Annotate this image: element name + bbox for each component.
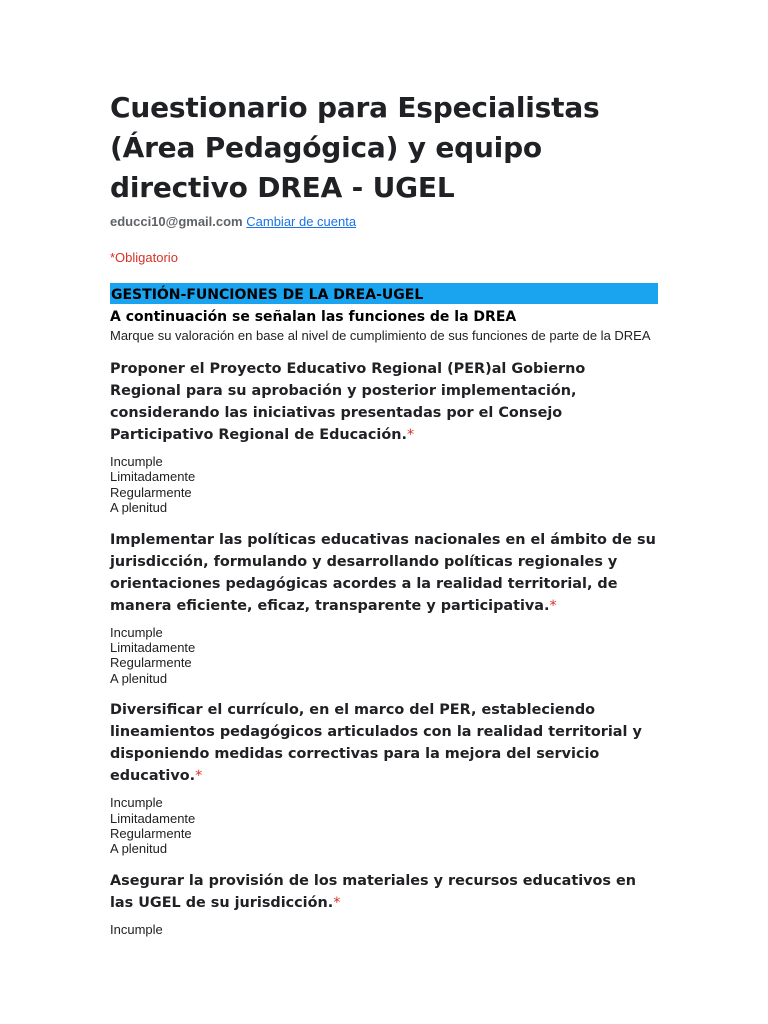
option-regularmente[interactable]: Regularmente (110, 655, 192, 671)
option-incumple[interactable]: Incumple (110, 624, 163, 640)
question-1 (110, 358, 658, 516)
option-regularmente[interactable]: Regularmente (110, 484, 192, 500)
question-text: Proponer el Proyecto Educativo Regional (PER)al Gobierno Regional para su aprobación y posterior implementación, considerando las iniciativas presentadas por el Consejo Participativo Regional de Educación.* (110, 361, 586, 443)
option-list (110, 795, 658, 857)
account-bar (110, 214, 658, 230)
required-star: * (549, 597, 557, 614)
form-title: Cuestionario para Especialistas (Área Pedagógica) y equipo directivo DREA - UGEL (110, 91, 600, 204)
question-4 (110, 870, 658, 937)
switch-account-link[interactable]: Cambiar de cuenta (246, 214, 357, 229)
option-a-plenitud[interactable]: A plenitud (110, 500, 168, 516)
section-description: Marque su valoración en base al nivel de cumplimiento de sus funciones de parte de la DREA (110, 328, 651, 343)
section-header: GESTIÓN-FUNCIONES DE LA DREA-UGEL (110, 283, 658, 304)
question-3 (110, 699, 658, 857)
option-limitadamente[interactable]: Limitadamente (110, 640, 196, 656)
option-list (110, 625, 658, 687)
option-list (110, 454, 658, 516)
option-incumple[interactable]: Incumple (110, 795, 163, 811)
option-limitadamente[interactable]: Limitadamente (110, 469, 196, 485)
required-star: * (195, 768, 203, 785)
option-list (110, 922, 658, 937)
option-regularmente[interactable]: Regularmente (110, 826, 192, 842)
question-2 (110, 529, 658, 687)
required-note: *Obligatorio (110, 250, 178, 265)
option-incumple[interactable]: Incumple (110, 921, 163, 937)
option-a-plenitud[interactable]: A plenitud (110, 670, 168, 686)
question-text: Implementar las políticas educativas nacionales en el ámbito de su jurisdicción, formulando y desarrollando políticas regionales y orientaciones pedagógicas acordes a la realidad territorial, de manera eficiente, eficaz, transparente y participativa.* (110, 531, 656, 614)
option-a-plenitud[interactable]: A plenitud (110, 841, 168, 857)
question-text: Asegurar la provisión de los materiales y recursos educativos en las UGEL de su jurisdicción.* (110, 872, 636, 911)
required-star: * (333, 894, 341, 911)
option-limitadamente[interactable]: Limitadamente (110, 810, 196, 826)
question-text: Diversificar el currículo, en el marco del PER, estableciendo lineamientos pedagógicos articulados con la realidad territorial y disponiendo medidas correctivas para la mejora del servicio educativo.* (110, 702, 642, 785)
form-page (110, 88, 658, 937)
option-incumple[interactable]: Incumple (110, 454, 163, 469)
required-star: * (406, 427, 415, 443)
section-subtitle: A continuación se señalan las funciones de la DREA (110, 309, 517, 325)
account-email: educci10@gmail.com (110, 214, 243, 229)
